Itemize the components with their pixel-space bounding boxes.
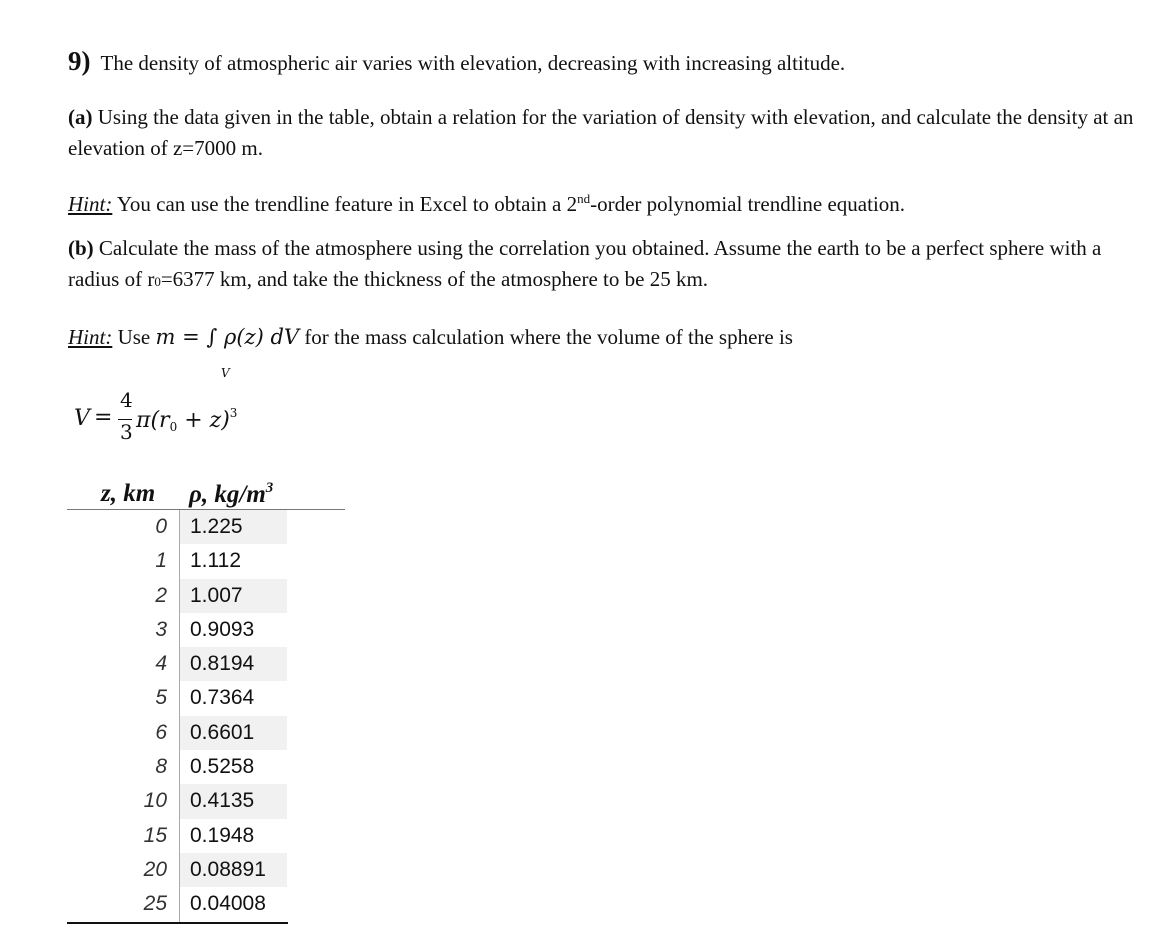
hint-2	[68, 322, 1138, 380]
density-value: 0.04008	[190, 892, 266, 916]
question-intro: The density of atmospheric air varies with elevation, decreasing with increasing altitude.	[100, 51, 846, 75]
density-cell	[179, 579, 287, 613]
elevation-cell: 15	[143, 823, 167, 847]
hint-2-text-before: Use	[117, 325, 151, 349]
table-row	[67, 750, 345, 784]
table-row	[67, 784, 345, 818]
density-table	[67, 478, 345, 922]
density-cell	[179, 784, 287, 818]
density-value: 0.7364	[190, 686, 255, 710]
density-value: 0.1948	[190, 823, 255, 847]
elevation-cell: 5	[155, 686, 167, 710]
volume-lhs: V	[74, 406, 90, 431]
elevation-cell: 8	[155, 755, 167, 779]
fraction-numerator: 4	[120, 388, 133, 412]
density-value: 1.007	[190, 583, 243, 607]
density-value: 1.225	[190, 515, 243, 538]
question-heading	[68, 46, 1138, 79]
elevation-cell: 2	[155, 583, 167, 607]
elevation-cell: 1	[155, 549, 167, 573]
volume-body-subscript: 0	[169, 420, 178, 434]
mass-integral-formula: m = ∫ ρ(z) dV	[155, 325, 300, 349]
density-value: 0.6601	[190, 720, 255, 744]
hint-1-text-after: -order polynomial trendline equation.	[590, 192, 906, 216]
table-row	[67, 887, 345, 921]
elevation-cell: 6	[155, 720, 167, 744]
volume-body-rest: + z)	[177, 408, 230, 433]
part-b-text-after: =6377 km, and take the thickness of the atmosphere to be 25 km.	[160, 267, 709, 291]
table-row	[67, 544, 345, 578]
density-cell	[179, 681, 287, 715]
elevation-cell: 20	[143, 857, 167, 881]
density-value: 0.8194	[190, 652, 255, 676]
elevation-cell: 3	[155, 617, 167, 641]
part-a	[68, 102, 1138, 164]
density-cell	[179, 510, 287, 544]
elevation-cell: 0	[155, 515, 167, 538]
hint-2-label: Hint:	[68, 325, 113, 349]
table-row	[67, 681, 345, 715]
header-density	[189, 480, 273, 509]
density-cell	[179, 716, 287, 750]
header-elevation: z, km	[101, 480, 156, 507]
hint-1-text-before: You can use the trendline feature in Excel to obtain a 2	[116, 192, 578, 216]
density-value: 0.5258	[190, 755, 255, 779]
hint-1-label: Hint:	[68, 192, 113, 216]
integral-subscript: V	[221, 366, 230, 380]
density-cell	[179, 647, 287, 681]
part-a-text: Using the data given in the table, obtain a relation for the variation of density with elevation, and calculate the density at an elevation of z=7000 m.	[68, 105, 1134, 160]
volume-equals: =	[94, 405, 113, 430]
hint-1	[68, 183, 1138, 220]
elevation-cell: 25	[143, 892, 167, 916]
part-b-label: (b)	[68, 236, 94, 260]
table-bottom-rule	[67, 922, 288, 924]
density-cell	[179, 613, 287, 647]
density-value: 0.4135	[190, 789, 255, 813]
table-header	[67, 478, 345, 510]
table-row	[67, 613, 345, 647]
volume-body-main: π(r	[136, 408, 170, 433]
table-body	[67, 510, 345, 922]
volume-formula	[74, 388, 294, 452]
density-cell	[179, 819, 287, 853]
hint-1-superscript: nd	[577, 191, 591, 206]
header-density-text: ρ, kg/m	[189, 481, 266, 508]
question-number: 9)	[68, 46, 91, 76]
part-b-text-before: Calculate the mass of the atmosphere using the correlation you obtained. Assume the earth to be a perfect sphere with a radius of r	[68, 236, 1102, 291]
density-cell	[179, 750, 287, 784]
table-row	[67, 579, 345, 613]
volume-body	[136, 406, 237, 434]
table-row	[67, 853, 345, 887]
density-value: 1.112	[190, 549, 241, 573]
elevation-cell: 10	[143, 789, 167, 813]
table-row	[67, 510, 345, 544]
density-cell	[179, 887, 287, 921]
part-b	[68, 233, 1138, 297]
fraction-denominator: 3	[120, 420, 133, 444]
hint-2-text-after: for the mass calculation where the volume of the sphere is	[304, 325, 793, 349]
volume-exponent: 3	[229, 406, 238, 420]
part-a-label: (a)	[68, 105, 93, 129]
part-b-subscript: 0	[154, 274, 161, 289]
density-cell	[179, 853, 287, 887]
elevation-cell: 4	[155, 652, 167, 676]
header-density-sup: 3	[265, 480, 274, 496]
density-value: 0.08891	[190, 857, 266, 881]
density-value: 0.9093	[190, 617, 255, 641]
table-row	[67, 716, 345, 750]
table-row	[67, 819, 345, 853]
table-row	[67, 647, 345, 681]
density-cell	[179, 544, 287, 578]
